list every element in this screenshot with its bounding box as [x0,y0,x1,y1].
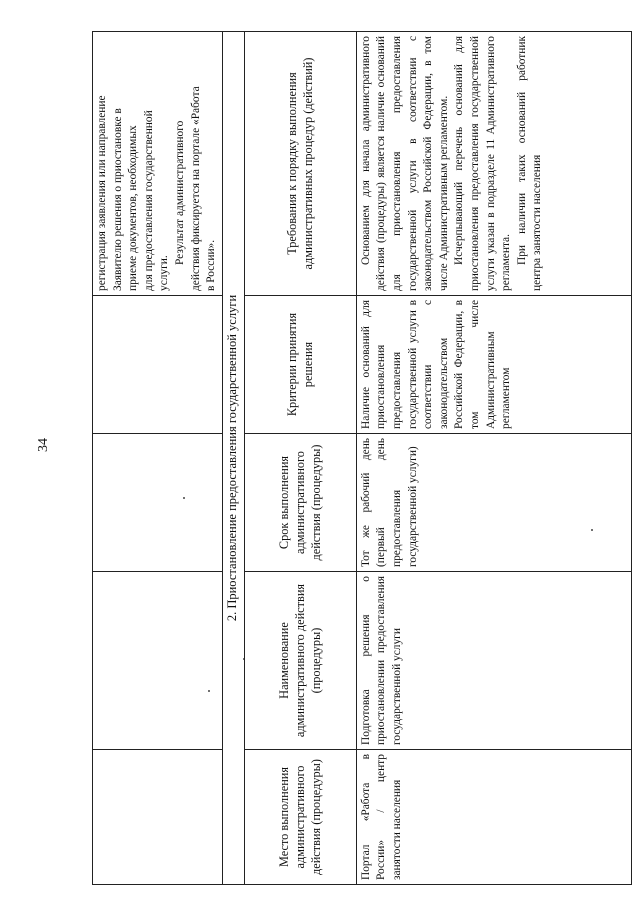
continuation-empty-cell [93,296,223,434]
procedure-table [92,31,632,885]
header-deadline: Срок выполнения административного действия (процедуры) [244,434,356,572]
continuation-line: услуги. [158,255,171,291]
cell-place: Портал «Работа в России» / центр занятости населения [356,750,631,885]
continuation-empty-cell [93,572,223,750]
cell-criteria: Наличие оснований для приостановления предоставления государственной услуги в соответствии с законодательством Российской Федерации, в том числе Административным регламентом [356,296,631,434]
cell-deadline: Тот же рабочий день (первый день предоставления государственной услуги) [356,434,631,572]
continuation-empty-cell [93,434,223,572]
continuation-row [93,32,223,885]
header-requirements: Требования к порядку выполнения административных процедур (действий) [244,32,356,296]
result-line: действия фиксируется на портале «Работа [189,86,202,291]
table-row [356,32,631,885]
cell-action-name: Подготовка решения о приостановлении предоставления государственной услуги [356,572,631,750]
result-line: в России». [205,239,218,291]
continuation-empty-cell [93,750,223,885]
table-header-row [244,32,356,885]
section-title: 2. Приостановление предоставления государственной услуги [222,32,244,885]
continuation-text-cell [93,32,223,296]
table-container [92,32,632,885]
requirements-paragraph: При наличии таких оснований работник центра занятости населения [515,36,544,291]
cell-requirements [356,32,631,296]
section-title-row [222,32,244,885]
page-number: 34 [36,438,51,452]
header-criteria: Критерии принятия решения [244,296,356,434]
header-action-name: Наименование административного действия (процедуры) [244,572,356,750]
continuation-line: регистрация заявления или направление [96,95,108,291]
continuation-line: приеме документов, необходимых [127,125,140,291]
header-place: Место выполнения административного действия (процедуры) [244,750,356,885]
result-line: Результат административного [173,120,186,265]
requirements-paragraph: Исчерпывающий перечень оснований для приостановления предоставления государственной услуги указан в подразделе 11 Административного регламента. [453,36,513,291]
requirements-paragraph: Основанием для начала административного действия (процедуры) является наличие оснований для приостановления предоставления государственной услуги в соответствии с законодательством Российской Федерации, в том числе Административным регламентом. [359,36,450,291]
continuation-line: для предоставления государственной [142,110,155,291]
continuation-line: Заявителю решения о приостановке в [111,108,124,291]
